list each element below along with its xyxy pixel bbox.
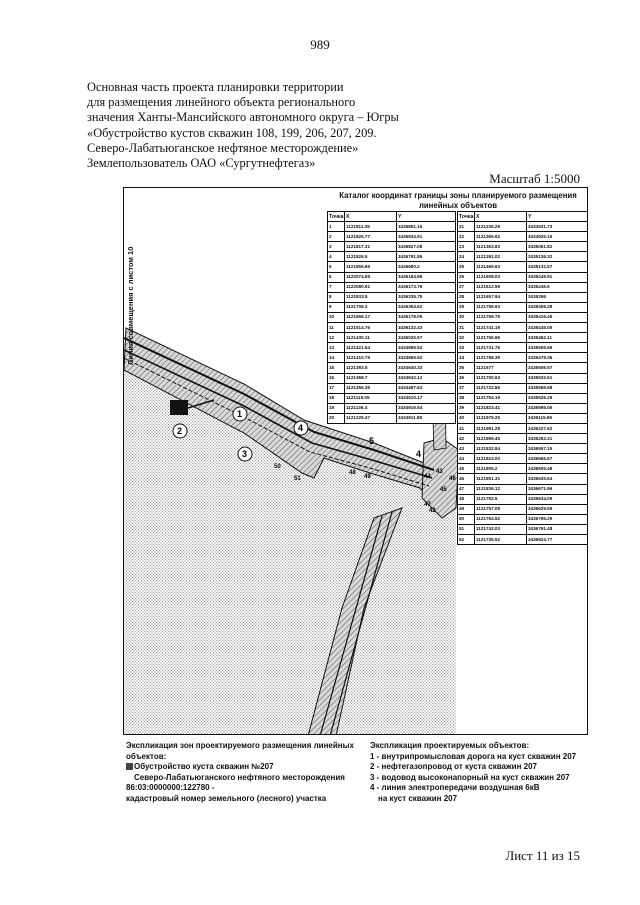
y-cell: 3436184.86 bbox=[397, 272, 456, 282]
x-cell: 1121469.63 bbox=[475, 262, 527, 272]
table-row bbox=[328, 312, 456, 322]
table-row bbox=[458, 393, 588, 403]
point-cell: 30 bbox=[458, 312, 475, 322]
table-row bbox=[458, 343, 588, 353]
y-cell: 3435506.59 bbox=[527, 343, 588, 353]
x-cell: 1121657.94 bbox=[475, 292, 527, 302]
x-cell: 1121757.09 bbox=[475, 504, 527, 514]
y-cell: 3436565.67 bbox=[527, 454, 588, 464]
x-cell: 1121826.5 bbox=[345, 252, 397, 262]
table-row bbox=[458, 232, 588, 242]
y-cell: 3435061.82 bbox=[527, 242, 588, 252]
y-cell: 3436629.59 bbox=[527, 504, 588, 514]
legend-object-item: 2 - нефтегазопровод от куста скважин 207 bbox=[370, 762, 537, 771]
table-row bbox=[458, 363, 588, 373]
y-cell: 3436605.48 bbox=[527, 464, 588, 474]
y-cell: 3436178.05 bbox=[397, 312, 456, 322]
y-cell: 3434865.52 bbox=[397, 343, 456, 353]
x-cell: 1121700.63 bbox=[475, 373, 527, 383]
point-cell: 44 bbox=[458, 454, 475, 464]
legend-object-item: на куст скважин 207 bbox=[378, 793, 458, 803]
y-cell: 3436335.75 bbox=[397, 292, 456, 302]
table-row bbox=[458, 474, 588, 484]
y-cell: 3435445.05 bbox=[527, 323, 588, 333]
x-cell: 1121136.4 bbox=[345, 403, 397, 413]
y-cell: 3436851.16 bbox=[397, 222, 456, 232]
legend-object-item: 1 - внутрипромысловая дорога на куст скважин 207 bbox=[370, 751, 577, 761]
x-cell: 1121608.03 bbox=[475, 272, 527, 282]
point-cell: 45 bbox=[458, 464, 475, 474]
point-cell: 47 bbox=[458, 484, 475, 494]
heading-line: для размещения линейного объекта регионального bbox=[87, 95, 356, 110]
table-row bbox=[458, 423, 588, 433]
table-row bbox=[328, 232, 456, 242]
y-cell: 3435406.28 bbox=[527, 302, 588, 312]
x-cell: 1121356.36 bbox=[345, 383, 397, 393]
y-cell: 3436115.96 bbox=[527, 413, 588, 423]
heading-line: «Обустройство кустов скважин 108, 199, 206, 207, 209. bbox=[87, 125, 377, 140]
legend-object-item: 3 - водовод высоконапорный на куст скважин 207 bbox=[370, 772, 570, 782]
coords-table-right bbox=[457, 211, 588, 545]
y-cell: 3434510.17 bbox=[397, 393, 456, 403]
table-row bbox=[328, 413, 456, 423]
table-row bbox=[458, 373, 588, 383]
y-cell: 3434916.54 bbox=[397, 403, 456, 413]
legend-object-item: 4 - линия электропередачи воздушная 6кВ bbox=[370, 783, 540, 792]
table-row bbox=[458, 454, 588, 464]
y-cell: 3436635.64 bbox=[527, 474, 588, 484]
y-cell: 3436791.48 bbox=[527, 524, 588, 534]
heading-line: значения Ханты-Мансийского автономного округа – Югры bbox=[87, 110, 399, 125]
table-row bbox=[328, 343, 456, 353]
point-cell: 31 bbox=[458, 323, 475, 333]
table-row bbox=[458, 302, 588, 312]
y-cell: 3435249.91 bbox=[527, 272, 588, 282]
point-cell: 9 bbox=[328, 302, 345, 312]
table-row bbox=[458, 494, 588, 504]
point-cell: 25 bbox=[458, 262, 475, 272]
x-cell: 1121235.28 bbox=[475, 222, 527, 232]
point-cell: 17 bbox=[328, 383, 345, 393]
table-row bbox=[328, 383, 456, 393]
x-cell: 1122080.61 bbox=[345, 282, 397, 292]
x-cell: 1121851.31 bbox=[475, 474, 527, 484]
table-row bbox=[458, 312, 588, 322]
point-cell: 18 bbox=[328, 393, 345, 403]
y-cell: 3434931.73 bbox=[527, 222, 588, 232]
point-cell: 8 bbox=[328, 292, 345, 302]
catalog-title: Каталог координат границы зоны планируемого размещения линейных объектов bbox=[339, 191, 577, 210]
heading-line: Землепользователь ОАО «Сургутнефтегаз» bbox=[87, 156, 316, 171]
x-cell: 1121393.5 bbox=[345, 363, 397, 373]
table-header-row bbox=[458, 212, 588, 222]
table-row bbox=[328, 373, 456, 383]
x-cell: 1122074.65 bbox=[345, 272, 397, 282]
point-cell: 29 bbox=[458, 302, 475, 312]
x-cell: 1121514.76 bbox=[345, 323, 397, 333]
table-row bbox=[458, 252, 588, 262]
table-row bbox=[328, 262, 456, 272]
table-row bbox=[458, 464, 588, 474]
point-cell: 32 bbox=[458, 333, 475, 343]
legend-objects bbox=[370, 741, 620, 804]
y-cell: 3436634.09 bbox=[527, 494, 588, 504]
table-row bbox=[458, 292, 588, 302]
y-cell: 3436025.57 bbox=[397, 333, 456, 343]
point-mark: 47 bbox=[424, 502, 431, 508]
y-cell: 3436227.62 bbox=[527, 423, 588, 433]
cadastral-marker bbox=[170, 400, 188, 415]
table-row bbox=[328, 323, 456, 333]
y-cell: 3436791.86 bbox=[397, 252, 456, 262]
x-cell: 1121612.59 bbox=[475, 282, 527, 292]
x-cell: 1121805.2 bbox=[475, 464, 527, 474]
point-cell: 7 bbox=[328, 282, 345, 292]
callout-label: 3 bbox=[242, 449, 248, 459]
table-row bbox=[328, 242, 456, 252]
table-row bbox=[458, 353, 588, 363]
x-cell: 1121811.35 bbox=[345, 222, 397, 232]
y-cell: 3436680.2 bbox=[397, 262, 456, 272]
table-row bbox=[328, 353, 456, 363]
point-cell: 5 bbox=[328, 262, 345, 272]
table-row bbox=[328, 282, 456, 292]
point-cell: 34 bbox=[458, 353, 475, 363]
point-cell: 1 bbox=[328, 222, 345, 232]
table-row bbox=[328, 292, 456, 302]
point-cell: 43 bbox=[458, 444, 475, 454]
y-cell: 3436132.43 bbox=[397, 323, 456, 333]
x-cell: 1121979.25 bbox=[475, 413, 527, 423]
x-cell: 1121741.19 bbox=[475, 323, 527, 333]
x-cell: 1121722.86 bbox=[475, 383, 527, 393]
point-cell: 27 bbox=[458, 282, 475, 292]
x-cell: 1121365.62 bbox=[475, 232, 527, 242]
table-row bbox=[328, 302, 456, 312]
legend-zone-item: Обустройство куста скважин №207 bbox=[126, 762, 376, 773]
x-cell: 1121756.65 bbox=[475, 333, 527, 343]
y-cell: 3435132.57 bbox=[527, 262, 588, 272]
y-cell: 3436173.76 bbox=[397, 282, 456, 292]
legend-zones bbox=[126, 741, 376, 804]
x-cell: 1121225.47 bbox=[345, 413, 397, 423]
point-cell: 24 bbox=[458, 252, 475, 262]
table-row bbox=[458, 434, 588, 444]
table-row bbox=[458, 484, 588, 494]
table-row bbox=[458, 323, 588, 333]
y-cell: 3435136.32 bbox=[527, 252, 588, 262]
legend-zones-title: Экспликация зон проектируемого размещения линейных объектов: bbox=[126, 741, 354, 761]
x-cell: 1121836.12 bbox=[475, 484, 527, 494]
x-cell: 1121115.05 bbox=[345, 393, 397, 403]
sheet-number: Лист 11 из 15 bbox=[505, 848, 580, 863]
x-cell: 1121832.94 bbox=[475, 444, 527, 454]
point-cell: 13 bbox=[328, 343, 345, 353]
point-cell: 14 bbox=[328, 353, 345, 363]
point-cell: 20 bbox=[328, 413, 345, 423]
y-cell: 3435506.57 bbox=[527, 363, 588, 373]
x-cell: 1121731.76 bbox=[475, 343, 527, 353]
x-cell: 1121656.17 bbox=[345, 312, 397, 322]
point-cell: 37 bbox=[458, 383, 475, 393]
point-mark: 51 bbox=[294, 476, 301, 482]
table-row bbox=[458, 524, 588, 534]
x-cell: 1121833.5 bbox=[345, 292, 397, 302]
column-header: Y bbox=[527, 212, 588, 222]
x-cell: 1121855.66 bbox=[345, 262, 397, 272]
x-cell: 1121869.45 bbox=[475, 434, 527, 444]
scale-label: Масштаб 1:5000 bbox=[489, 171, 580, 186]
table-row bbox=[458, 444, 588, 454]
table-row bbox=[458, 383, 588, 393]
y-cell: 3434642.12 bbox=[397, 373, 456, 383]
y-cell: 3435479.36 bbox=[527, 353, 588, 363]
table-row bbox=[458, 413, 588, 423]
y-cell: 3435556.58 bbox=[527, 383, 588, 393]
point-cell: 16 bbox=[328, 373, 345, 383]
point-mark: 49 bbox=[364, 474, 371, 480]
table-row bbox=[328, 222, 456, 232]
y-cell: 3436262.31 bbox=[527, 434, 588, 444]
y-cell: 3436824.77 bbox=[527, 535, 588, 545]
column-header: Y bbox=[397, 212, 456, 222]
x-cell: 1121768.39 bbox=[475, 353, 527, 363]
point-cell: 23 bbox=[458, 242, 475, 252]
point-mark: 42 bbox=[429, 508, 436, 514]
point-cell: 35 bbox=[458, 363, 475, 373]
y-cell: 3436354.62 bbox=[397, 302, 456, 312]
point-cell: 50 bbox=[458, 514, 475, 524]
table-row bbox=[458, 272, 588, 282]
column-header: X bbox=[345, 212, 397, 222]
page-heading bbox=[87, 80, 507, 171]
x-cell: 1121391.02 bbox=[475, 252, 527, 262]
column-header: Точка bbox=[458, 212, 475, 222]
table-header-row bbox=[328, 212, 456, 222]
x-cell: 1121754.19 bbox=[475, 393, 527, 403]
y-cell: 3434640.33 bbox=[397, 363, 456, 373]
x-cell: 1121743.03 bbox=[475, 524, 527, 534]
table-row bbox=[458, 403, 588, 413]
point-cell: 33 bbox=[458, 343, 475, 353]
callout-label: 4 bbox=[416, 449, 422, 459]
y-cell: 3436796.29 bbox=[527, 514, 588, 524]
point-cell: 22 bbox=[458, 232, 475, 242]
table-row bbox=[328, 333, 456, 343]
table-row bbox=[328, 393, 456, 403]
point-cell: 49 bbox=[458, 504, 475, 514]
y-cell: 3435532.61 bbox=[527, 373, 588, 383]
point-mark: 44 bbox=[424, 474, 431, 480]
x-cell: 1121824.00 bbox=[475, 454, 527, 464]
table-row bbox=[458, 514, 588, 524]
y-cell: 3435246.6 bbox=[527, 282, 588, 292]
point-cell: 36 bbox=[458, 373, 475, 383]
y-cell: 3435416.45 bbox=[527, 312, 588, 322]
cadastral-number: 86:03:0000000:122780 - bbox=[126, 783, 215, 792]
callout-label: 5 bbox=[369, 436, 375, 446]
x-cell: 1121817.31 bbox=[345, 242, 397, 252]
point-cell: 19 bbox=[328, 403, 345, 413]
point-cell: 4 bbox=[328, 252, 345, 262]
heading-line: Основная часть проекта планировки территории bbox=[87, 80, 344, 94]
callout-label: 1 bbox=[237, 409, 243, 419]
x-cell: 1121981.28 bbox=[475, 423, 527, 433]
table-row bbox=[458, 333, 588, 343]
table-row bbox=[458, 242, 588, 252]
point-cell: 40 bbox=[458, 413, 475, 423]
point-mark: 48 bbox=[349, 470, 356, 476]
legend-zone-subitem: Северо-Лабатьюганского нефтяного месторождения bbox=[134, 772, 345, 782]
y-cell: 3436557.15 bbox=[527, 444, 588, 454]
x-cell: 1121769.75 bbox=[475, 312, 527, 322]
point-mark: 50 bbox=[274, 464, 281, 470]
table-row bbox=[328, 252, 456, 262]
y-cell: 3435296 bbox=[527, 292, 588, 302]
x-cell: 1121792.5 bbox=[475, 494, 527, 504]
x-cell: 1121825.77 bbox=[345, 232, 397, 242]
x-cell: 1121758.93 bbox=[475, 302, 527, 312]
y-cell: 3435462.11 bbox=[527, 333, 588, 343]
point-cell: 15 bbox=[328, 363, 345, 373]
x-cell: 1121677 bbox=[475, 363, 527, 373]
side-label: Линия совмещения с листом 10 bbox=[126, 246, 135, 366]
point-cell: 28 bbox=[458, 292, 475, 302]
x-cell: 1121823.41 bbox=[475, 403, 527, 413]
point-cell: 26 bbox=[458, 272, 475, 282]
point-cell: 42 bbox=[458, 434, 475, 444]
point-cell: 41 bbox=[458, 423, 475, 433]
x-cell: 1121368.7 bbox=[345, 373, 397, 383]
column-header: Точка bbox=[328, 212, 345, 222]
y-cell: 3434911.88 bbox=[397, 413, 456, 423]
point-cell: 12 bbox=[328, 333, 345, 343]
table-row bbox=[328, 363, 456, 373]
cadastral-caption: кадастровый номер земельного (лесного) участка bbox=[126, 793, 327, 803]
zone-swatch-icon bbox=[126, 763, 133, 770]
table-row bbox=[458, 222, 588, 232]
page-number: 989 bbox=[310, 37, 330, 52]
point-cell: 3 bbox=[328, 242, 345, 252]
table-row bbox=[328, 403, 456, 413]
column-header: X bbox=[475, 212, 527, 222]
table-row bbox=[328, 272, 456, 282]
y-cell: 3436827.08 bbox=[397, 242, 456, 252]
point-cell: 21 bbox=[458, 222, 475, 232]
point-cell: 52 bbox=[458, 535, 475, 545]
legend-objects-title: Экспликация проектируемых объектов: bbox=[370, 741, 530, 750]
y-cell: 3435595.06 bbox=[527, 403, 588, 413]
y-cell: 3434497.63 bbox=[397, 383, 456, 393]
point-cell: 39 bbox=[458, 403, 475, 413]
x-cell: 1121430.11 bbox=[345, 333, 397, 343]
x-cell: 1121706.3 bbox=[345, 302, 397, 312]
y-cell: 3434865.52 bbox=[397, 353, 456, 363]
table-row bbox=[458, 262, 588, 272]
x-cell: 1121764.52 bbox=[475, 514, 527, 524]
point-cell: 11 bbox=[328, 323, 345, 333]
point-cell: 51 bbox=[458, 524, 475, 534]
point-cell: 6 bbox=[328, 272, 345, 282]
point-cell: 10 bbox=[328, 312, 345, 322]
y-cell: 3435526.29 bbox=[527, 393, 588, 403]
coords-table-left bbox=[327, 211, 456, 424]
callout-label: 2 bbox=[177, 426, 183, 436]
callout-label: 4 bbox=[298, 423, 304, 433]
point-mark: 46 bbox=[449, 476, 456, 482]
table-row bbox=[458, 535, 588, 545]
point-cell: 48 bbox=[458, 494, 475, 504]
table-row bbox=[458, 504, 588, 514]
point-cell: 2 bbox=[328, 232, 345, 242]
point-cell: 46 bbox=[458, 474, 475, 484]
x-cell: 1121410.75 bbox=[345, 353, 397, 363]
point-mark: 45 bbox=[440, 487, 447, 493]
table-row bbox=[458, 282, 588, 292]
x-cell: 1121735.52 bbox=[475, 535, 527, 545]
heading-line: Северо-Лабатьюганское нефтяное месторождение» bbox=[87, 140, 359, 155]
x-cell: 1121421.64 bbox=[345, 343, 397, 353]
x-cell: 1121363.83 bbox=[475, 242, 527, 252]
y-cell: 3436671.96 bbox=[527, 484, 588, 494]
y-cell: 3434925.16 bbox=[527, 232, 588, 242]
point-cell: 38 bbox=[458, 393, 475, 403]
y-cell: 3436834.91 bbox=[397, 232, 456, 242]
point-mark: 43 bbox=[436, 469, 443, 475]
